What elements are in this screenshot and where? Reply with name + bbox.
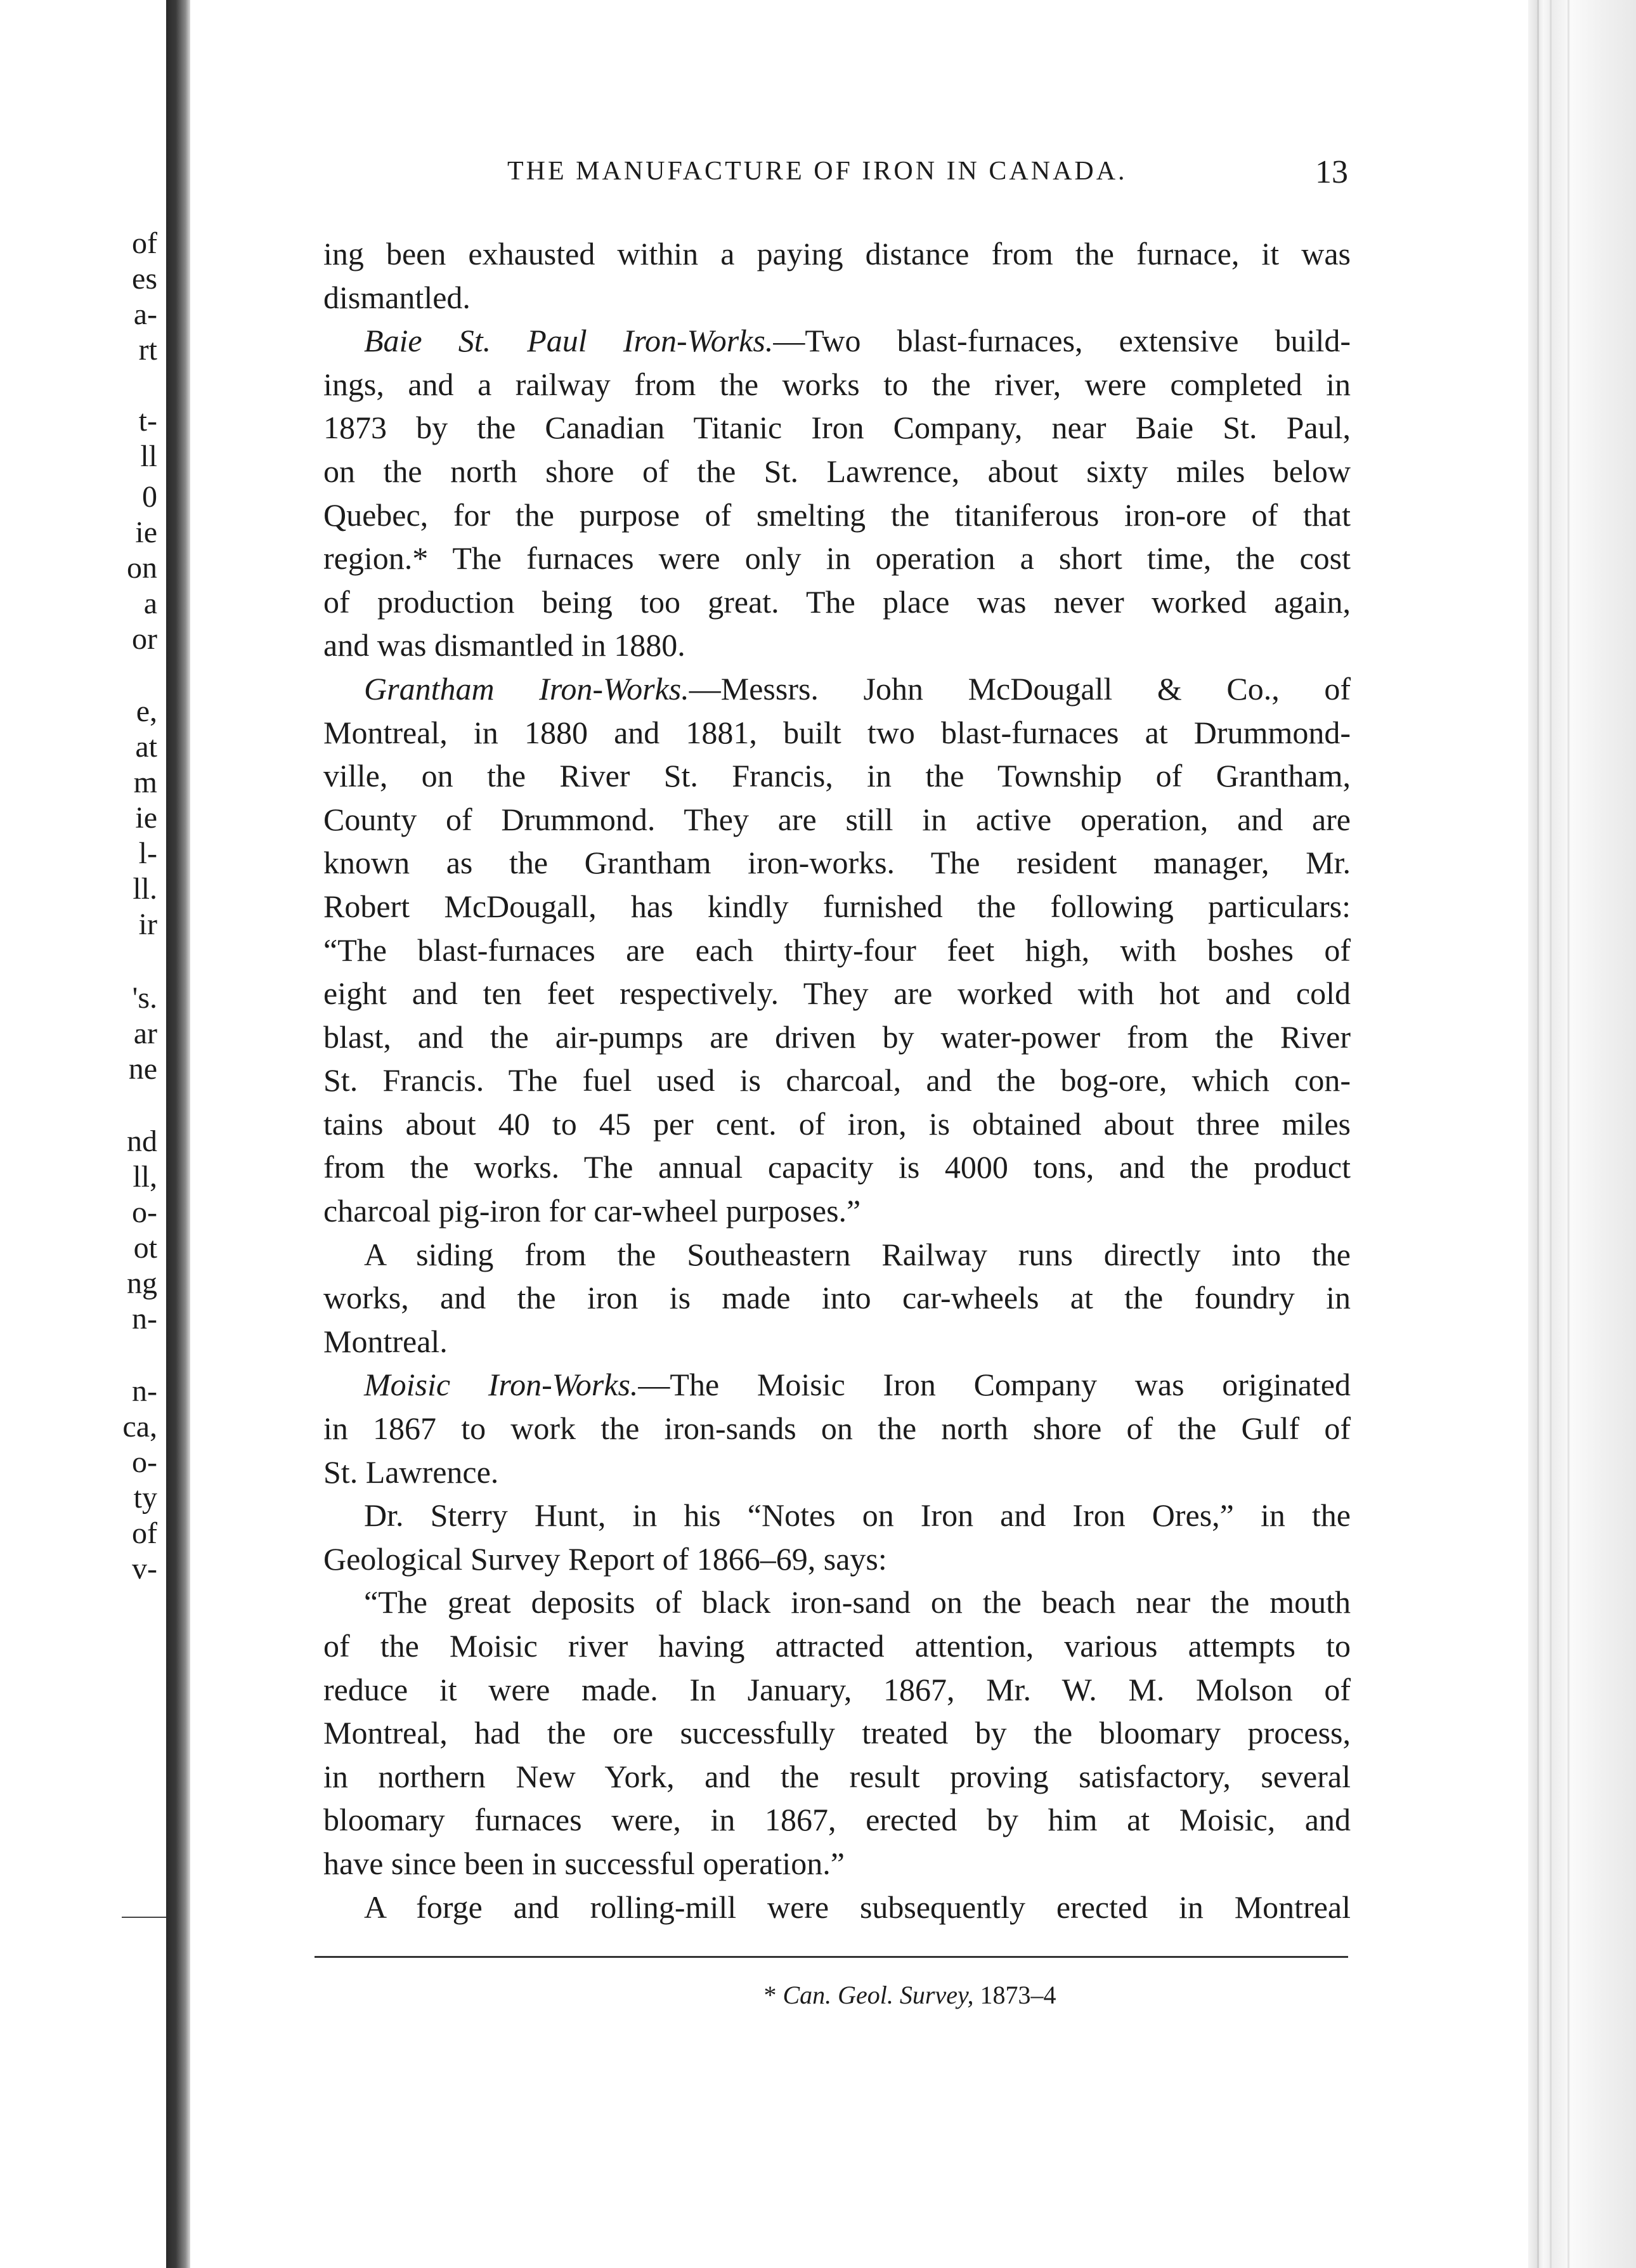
text-line [323,1537,1351,1581]
line-text: ville, on the River St. Francis, in the Township of Grantham, [323,758,1351,794]
text-line [323,1320,1351,1364]
facing-page-fragment: 's. [132,981,157,1015]
line-text: in northern New York, and the result proving satisfactory, several [323,1758,1351,1794]
facing-page-fragment: ll [140,440,157,473]
text-line [323,1276,1351,1320]
body-text [323,232,1351,1929]
text-line [323,1450,1351,1494]
book-page [190,0,1528,2268]
text-line [323,798,1351,842]
line-text: known as the Grantham iron-works. The resident manager, Mr. [323,845,1351,881]
facing-page-fragment: l- [138,837,157,870]
facing-page-fragment: v- [132,1552,157,1586]
line-text: have since been in successful operation.” [323,1845,845,1881]
facing-page-fragment: m [133,766,157,799]
text-line [323,754,1351,798]
line-text: charcoal pig-iron for car-wheel purposes.” [323,1193,861,1229]
facing-page-fragment: o- [132,1196,157,1229]
text-line [323,972,1351,1015]
text-line [323,1189,1351,1233]
text-line [323,450,1351,493]
line-text: bloomary furnaces were, in 1867, erected by him at Moisic, and [323,1802,1351,1838]
facing-page-fragment: ll. [133,872,157,906]
text-line [323,1102,1351,1146]
line-text: of the Moisic river having attracted attention, various attempts to [323,1628,1351,1664]
line-text: region.* The furnaces were only in operation a short time, the cost [323,540,1351,577]
text-line [323,580,1351,624]
facing-page-fragment: n- [132,1374,157,1408]
line-text: works, and the iron is made into car-wheels at the foundry in [323,1280,1351,1316]
text-line [323,929,1351,972]
text-line [323,363,1351,407]
line-text: dismantled. [323,279,471,315]
page-number: 13 [1315,154,1348,190]
line-text: Dr. Sterry Hunt, in his “Notes on Iron and Iron Ores,” in the [364,1497,1351,1534]
line-text: tains about 40 to 45 per cent. of iron, is obtained about three miles [323,1105,1351,1142]
text-line [323,493,1351,537]
facing-page-fragment: ne [128,1052,157,1086]
facing-page-fragment: on [127,551,157,585]
facing-page-fragment: a [143,587,157,620]
line-text: A forge and rolling-mill were subsequently erected in Montreal [364,1889,1351,1925]
line-text: in 1867 to work the iron-sands on the north shore of the Gulf of [323,1411,1351,1447]
facing-page-fragment: ie [135,801,157,835]
text-line [323,1059,1351,1102]
line-text: on the north shore of the St. Lawrence, about sixty miles below [323,453,1351,489]
facing-page-footnote-rule [122,1917,166,1918]
line-text: Quebec, for the purpose of smelting the titaniferous iron-ore of that [323,497,1351,533]
text-line [323,1624,1351,1668]
section-heading: Moisic Iron-Works. [364,1367,639,1403]
facing-page-fragment: ty [133,1481,157,1515]
facing-page-fragment: of [132,226,157,260]
facing-page-fragment: rt [138,333,157,367]
line-text: eight and ten feet respectively. They are worked with hot and cold [323,975,1351,1012]
text-line [323,276,1351,320]
text-line [323,885,1351,929]
text-line [323,1233,1351,1277]
facing-page-fragment: ar [133,1017,157,1050]
running-head: THE MANUFACTURE OF IRON IN CANADA. [507,157,1127,186]
line-text: of production being too great. The place was never worked again, [323,583,1351,620]
line-text: ings, and a railway from the works to the river, were completed in [323,366,1351,402]
section-heading: Baie St. Paul Iron-Works. [364,323,774,359]
facing-page-fragment: t- [138,404,157,438]
text-line [323,1798,1351,1842]
facing-page-fragment: of [132,1516,157,1550]
facing-page-fragment: 0 [142,480,157,514]
line-text: —Two blast-furnaces, extensive build- [773,323,1351,359]
text-line [323,841,1351,885]
text-line [323,1494,1351,1537]
line-text: blast, and the air-pumps are driven by water-power from the River [323,1019,1351,1055]
text-line [323,623,1351,667]
facing-page-fragment: e, [136,694,157,728]
line-text: Geological Survey Report of 1866–69, says: [323,1541,887,1577]
facing-page-fragment: o- [132,1445,157,1479]
text-line [323,1755,1351,1799]
facing-page-fragment: or [132,622,157,656]
footnote-rule [315,1956,1348,1958]
line-text: 1873 by the Canadian Titanic Iron Company, near Baie St. Paul, [323,410,1351,446]
facing-page-fragment: n- [132,1302,157,1336]
line-text: Robert McDougall, has kindly furnished the following particulars: [323,888,1351,924]
line-text: Montreal. [323,1323,448,1359]
facing-page-fragment: nd [127,1124,157,1158]
text-line [323,1015,1351,1059]
facing-page-fragment: ir [138,908,157,941]
facing-page-fragment: ie [135,516,157,549]
text-line [323,232,1351,276]
text-line [323,1711,1351,1755]
line-text: County of Drummond. They are still in active operation, and are [323,801,1351,837]
line-text: St. Lawrence. [323,1454,499,1490]
line-text: A siding from the Southeastern Railway runs directly into the [364,1236,1351,1272]
facing-page-fragment: ng [127,1267,157,1300]
section-heading: Grantham Iron-Works. [364,670,689,707]
footnote [190,1980,1528,2010]
book-gutter [166,0,190,2268]
line-text: —The Moisic Iron Company was originated [638,1367,1351,1403]
footnote-source: Can. Geol. Survey, [782,1981,974,2009]
text-line [323,711,1351,755]
facing-page-fragment: ot [133,1231,157,1265]
line-text: St. Francis. The fuel used is charcoal, and the bog-ore, which con- [323,1062,1351,1098]
footnote-marker: * [763,1981,777,2009]
text-line [323,406,1351,450]
facing-page-margin [0,0,166,2268]
next-leaf-edge [1528,0,1636,2268]
line-text: Montreal, had the ore successfully treated by the bloomary process, [323,1715,1351,1751]
text-line [323,1580,1351,1624]
text-line [323,1145,1351,1189]
facing-page-fragment: at [135,730,157,764]
line-text: Montreal, in 1880 and 1881, built two blast-furnaces at Drummond- [323,714,1351,750]
text-line [323,1668,1351,1712]
footnote-year: 1873–4 [980,1981,1056,2009]
line-text: reduce it were made. In January, 1867, Mr. W. M. Molson of [323,1671,1351,1707]
facing-page-fragment: es [132,262,157,296]
facing-page-fragment: ll, [133,1160,157,1194]
text-line [323,1842,1351,1886]
text-line [323,1886,1351,1929]
line-text: from the works. The annual capacity is 4000 tons, and the product [323,1149,1351,1185]
line-text: “The blast-furnaces are each thirty-four feet high, with boshes of [323,932,1351,968]
facing-page-fragment: ca, [122,1410,157,1444]
text-line [323,1363,1351,1407]
line-text: ing been exhausted within a paying distance from the furnace, it was [323,236,1351,271]
text-line [323,319,1351,363]
facing-page-fragment: a- [133,297,157,331]
line-text: —Messrs. John McDougall & Co., of [689,670,1351,707]
text-line [323,537,1351,580]
line-text: and was dismantled in 1880. [323,627,685,663]
text-line [323,667,1351,711]
line-text: “The great deposits of black iron-sand on the beach near the mouth [364,1584,1351,1620]
text-line [323,1407,1351,1450]
